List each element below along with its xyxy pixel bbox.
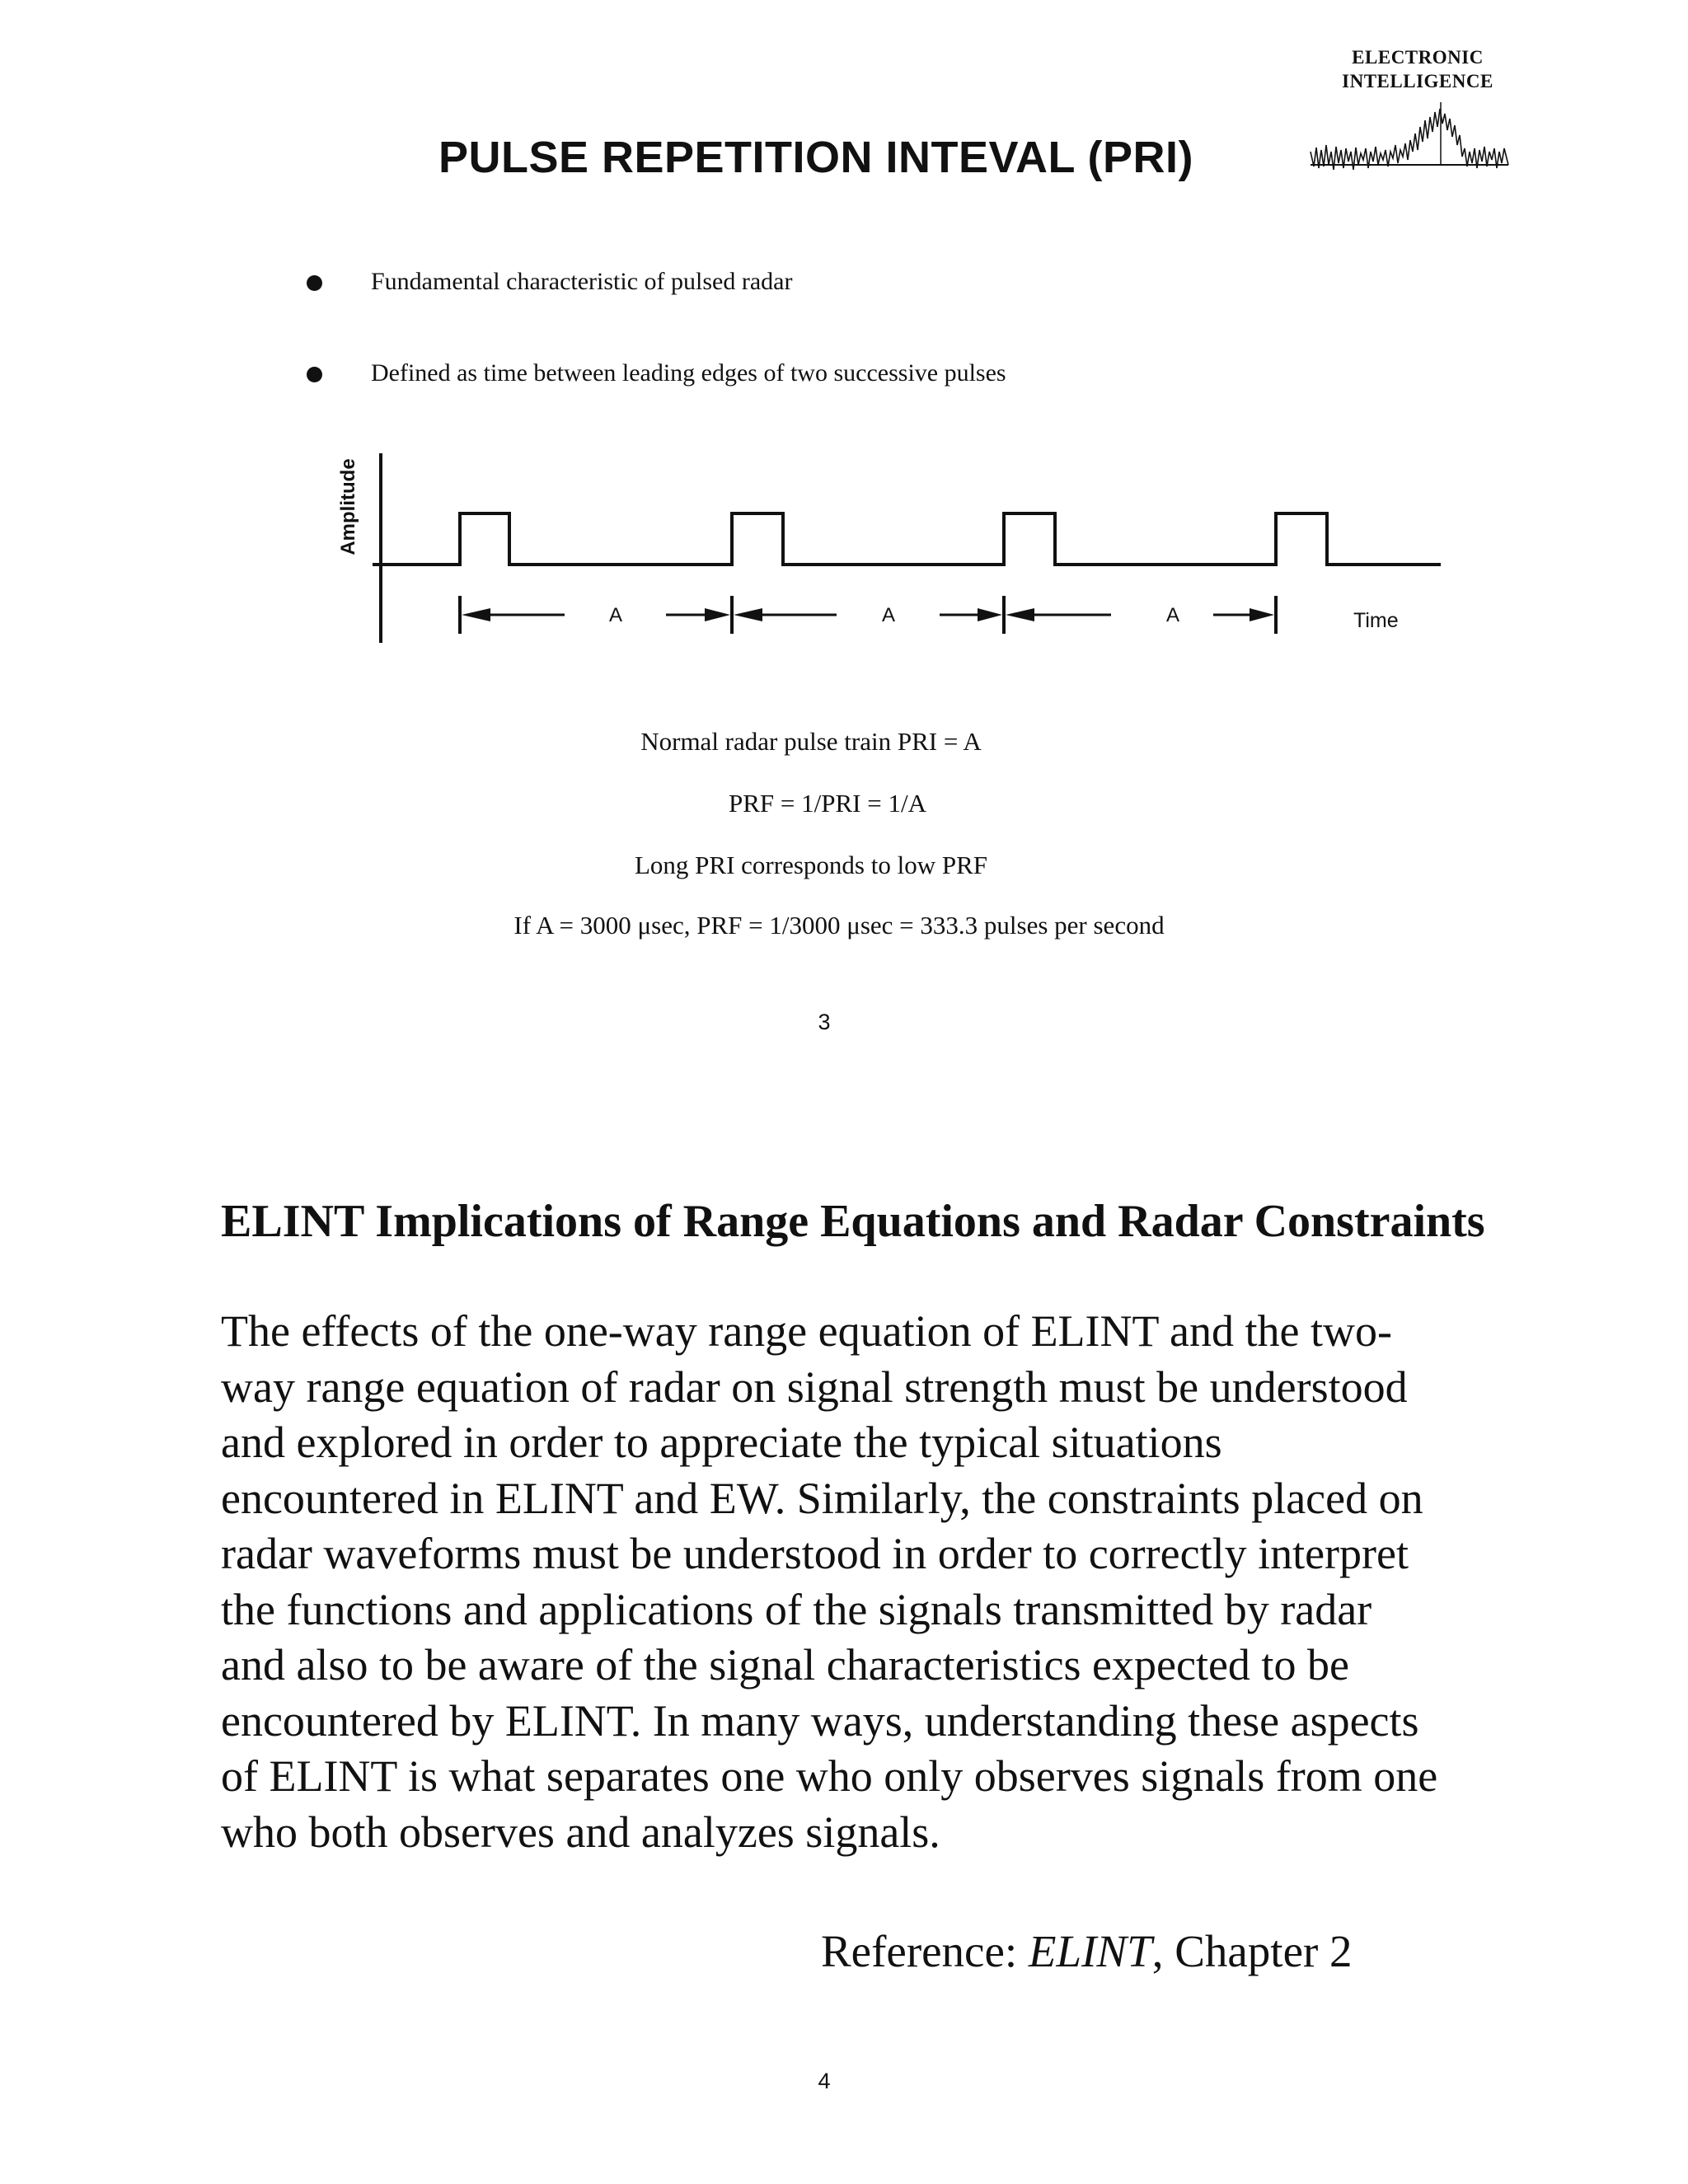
slide-title: PULSE REPETITION INTEVAL (PRI) <box>438 133 1194 182</box>
logo-title <box>1302 45 1533 93</box>
bullet-text: Fundamental characteristic of pulsed radar <box>371 268 793 295</box>
paragraph-line: who both observes and analyzes signals. <box>221 1807 940 1857</box>
body-paragraph <box>221 1304 1507 1860</box>
logo-signal-graphic <box>1309 102 1510 178</box>
paragraph-line: radar waveforms must be understood in order to correctly interpret <box>221 1529 1409 1578</box>
interval-marker <box>1006 604 1274 626</box>
interval-label: A <box>608 604 623 626</box>
formula-line: Normal radar pulse train PRI = A <box>640 727 982 756</box>
bullet-item <box>307 265 1378 302</box>
bullet-dot-icon <box>307 275 322 291</box>
logo-line-1: ELECTRONIC <box>1352 47 1484 68</box>
interval-marker <box>460 596 730 634</box>
page-number: 3 <box>818 1010 831 1034</box>
paragraph-line: encountered in ELINT and EW. Similarly, the constraints placed on <box>221 1473 1423 1523</box>
x-axis-label: Time <box>1353 609 1399 632</box>
paragraph-line: of ELINT is what separates one who only observes signals from one <box>221 1751 1438 1801</box>
interval-marker <box>734 604 1002 626</box>
paragraph-line: the functions and applications of the signals transmitted by radar <box>221 1584 1372 1634</box>
reference-title: ELINT <box>1028 1926 1152 1976</box>
paragraph-line: The effects of the one-way range equation of ELINT and the two- <box>221 1306 1392 1356</box>
page-number: 4 <box>818 2069 831 2093</box>
reference-prefix: Reference: <box>821 1926 1029 1976</box>
interval-label: A <box>1165 604 1180 626</box>
paragraph-line: and also to be aware of the signal characteristics expected to be <box>221 1640 1349 1690</box>
paragraph-line: way range equation of radar on signal strength must be understood <box>221 1361 1408 1412</box>
formula-line: If A = 3000 μsec, PRF = 1/3000 μsec = 333.3 pulses per second <box>513 911 1165 940</box>
section-heading: ELINT Implications of Range Equations and Radar Constraints <box>221 1196 1485 1247</box>
y-axis-label: Amplitude <box>337 458 359 555</box>
paragraph-line: and explored in order to appreciate the typical situations <box>221 1418 1222 1467</box>
logo-line-2: INTELLIGENCE <box>1342 71 1493 91</box>
pulse-train-diagram <box>321 441 1459 663</box>
pulse-train-waveform <box>373 513 1441 565</box>
paragraph-line: encountered by ELINT. In many ways, understanding these aspects <box>221 1695 1419 1746</box>
formula-line: Long PRI corresponds to low PRF <box>635 851 987 879</box>
bullet-text: Defined as time between leading edges of two successive pulses <box>371 359 1006 387</box>
bullet-item <box>307 357 1378 393</box>
interval-label: A <box>881 604 896 626</box>
bullet-dot-icon <box>307 367 322 382</box>
reference-citation <box>821 1925 1353 1977</box>
reference-suffix: , Chapter 2 <box>1151 1926 1353 1976</box>
formula-line: PRF = 1/PRI = 1/A <box>729 789 926 818</box>
